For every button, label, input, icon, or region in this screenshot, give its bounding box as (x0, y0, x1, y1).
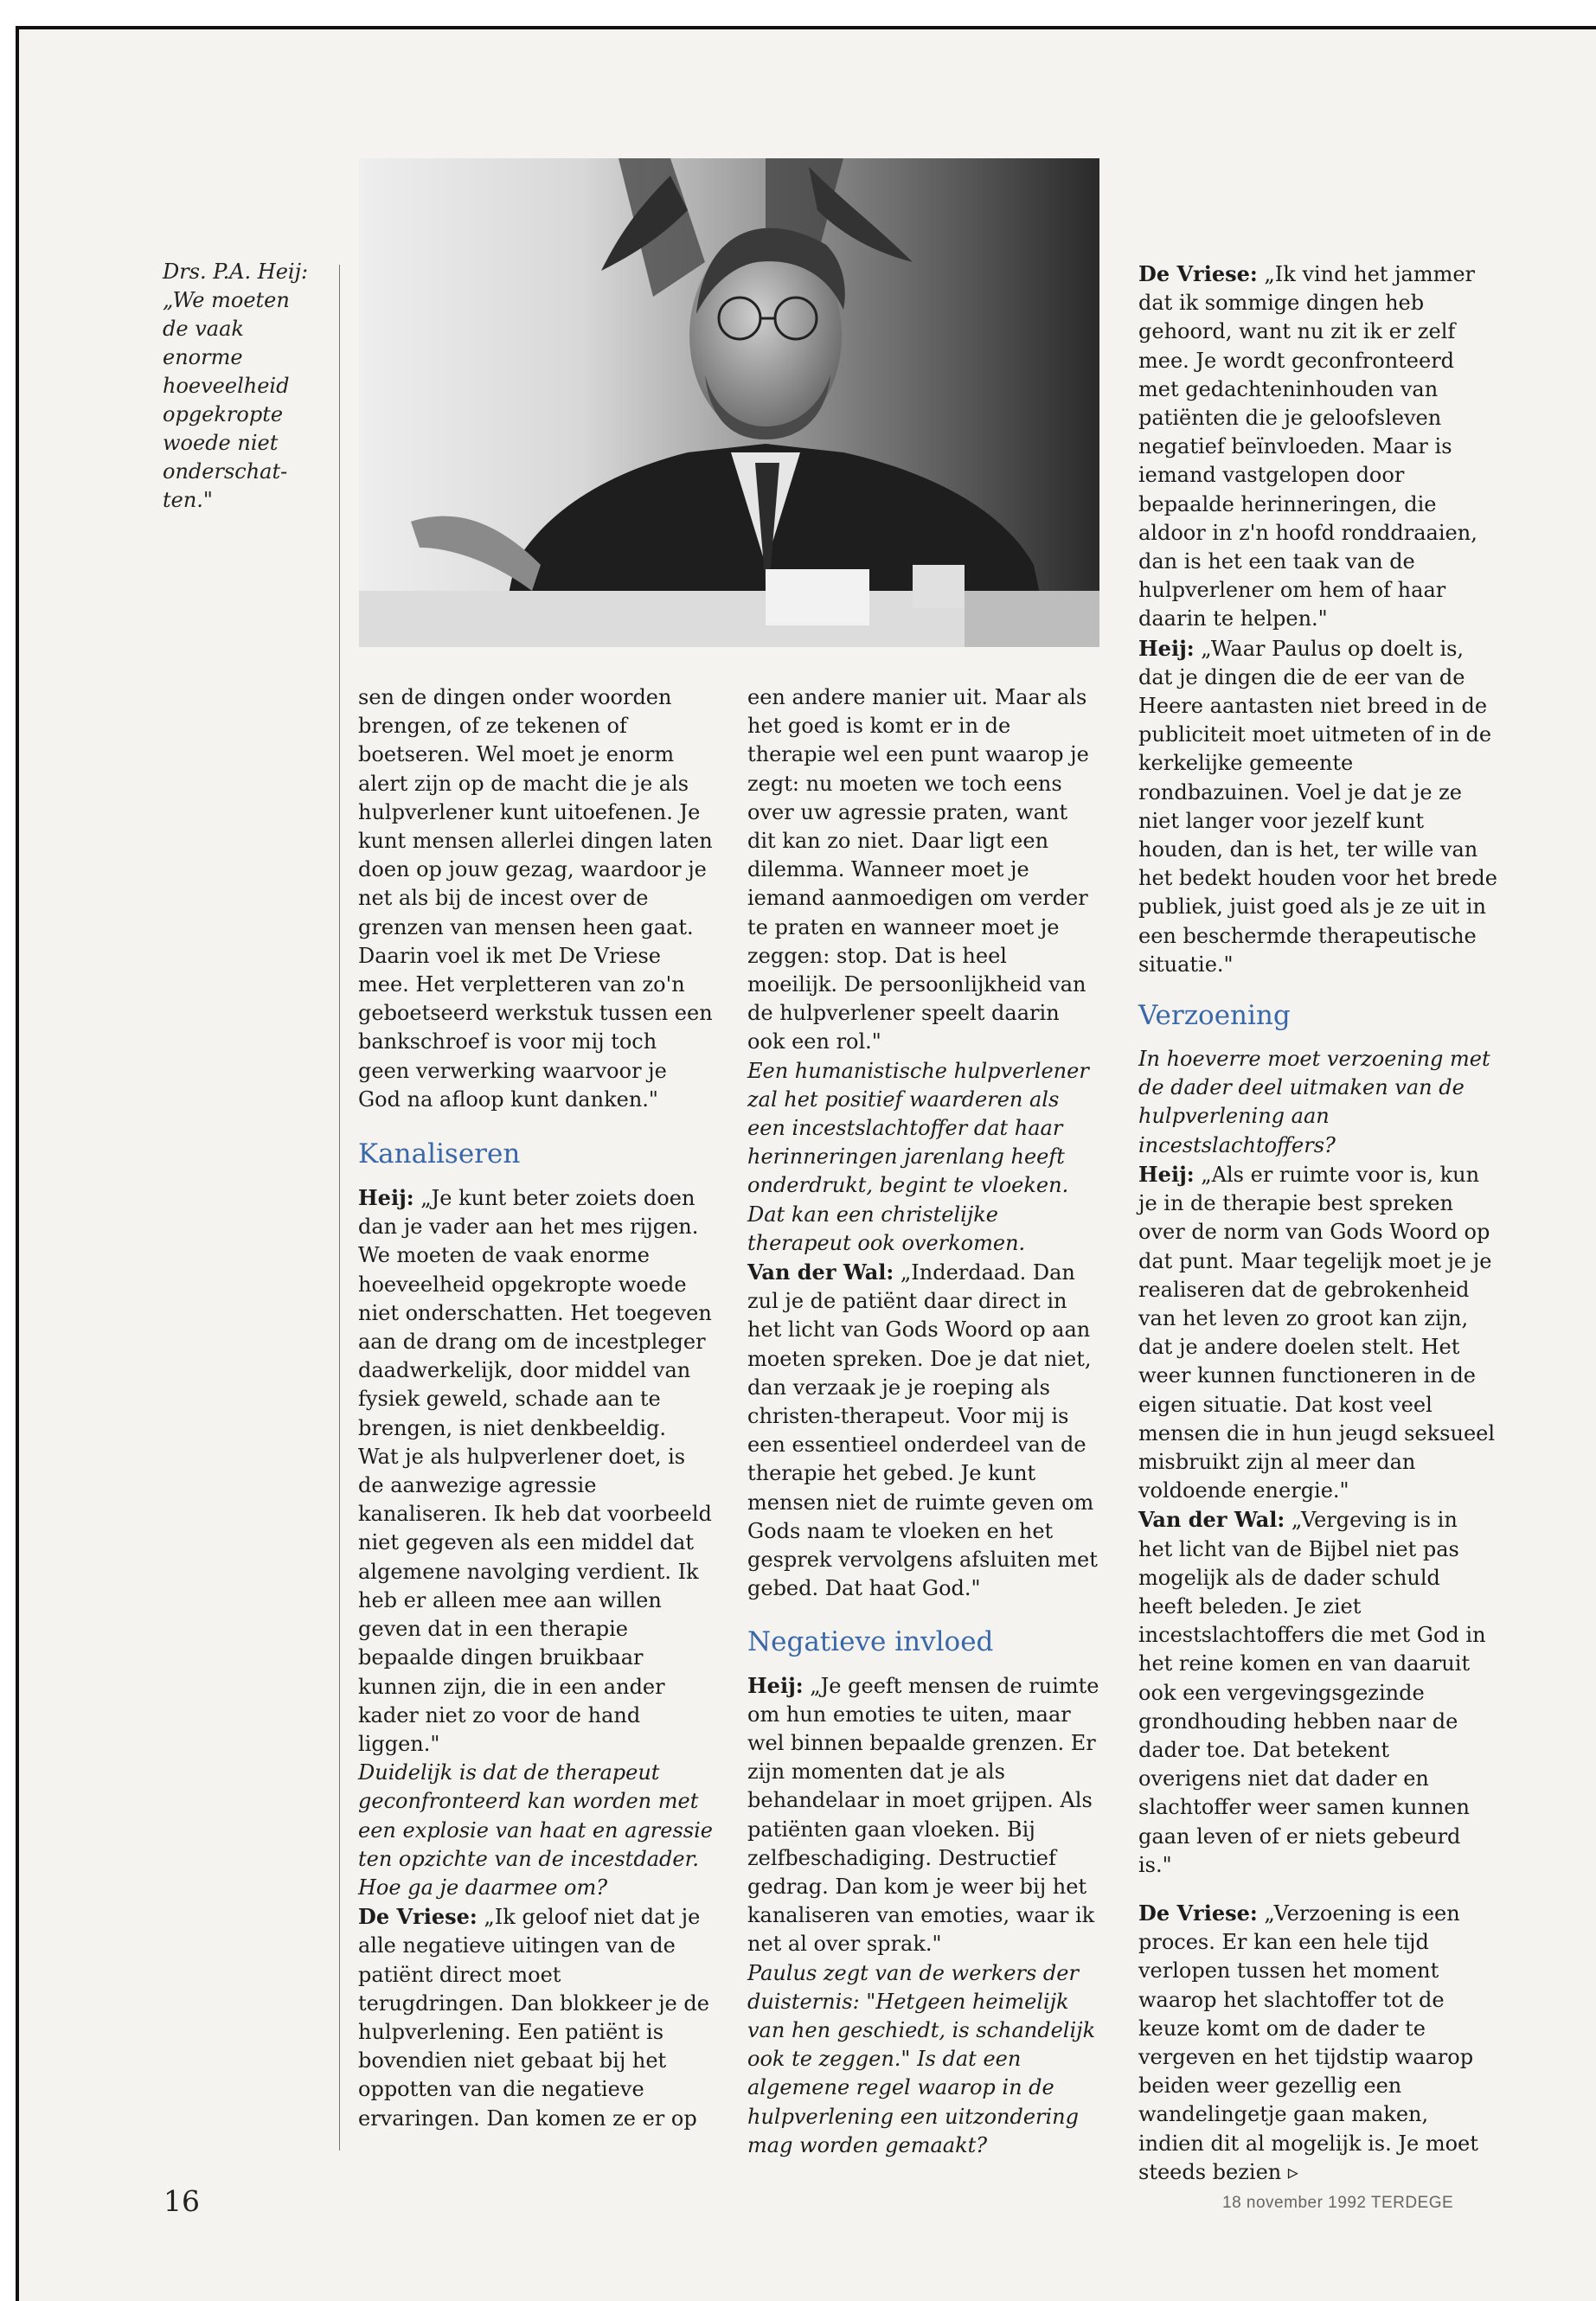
paragraph-text: „Inderdaad. Dan zul je de patiënt daar direct in het licht van Gods Woord op aan moeten spreken. Doe je dat niet, dan verzaak je je roeping als christen-therapeut. Voor mij is een essentieel onderdeel van de therapie het gebed. Je kunt mensen niet de ruimte geven om Gods naam te vloeken en het gesprek vervolgens afsluiten met gebed. Dat haat God." (747, 1260, 1098, 1601)
portrait-photo-drawing (359, 158, 1099, 647)
speaker-name: De Vriese: (358, 1904, 478, 1930)
paragraph: sen de dingen onder woorden brengen, of ze tekenen of boetseren. Wel moet je enorm alert zijn op de macht die je als hulpverlener kunt uitoefenen. Je kunt mensen allerlei dingen laten doen op jouw gezag, waardoor je net als bij de incest over de grenzen van mensen heen gaat. Daarin voel ik met De Vriese mee. Het verpletteren van zo'n geboetseerd werkstuk tussen een bankschroef is voor mij toch geen verwerking waarvoor je God na afloop kunt danken." (358, 685, 713, 1112)
interviewer-question: Duidelijk is dat de therapeut geconfronteerd kan worden met een explosie van haat en agressie ten opzichte van de incestdader. Hoe ga je daarmee om? (358, 1760, 713, 1900)
interviewer-question: Een humanistische hulpverlener zal het positief waarderen als een incestslachtoffer dat haar herinneringen jarenlang heeft onderdrukt, begint te vloeken. Dat kan een christelijke therapeut ook overkomen. (747, 1058, 1089, 1255)
speaker-name: Van der Wal: (747, 1259, 894, 1285)
section-heading-kanaliseren: Kanaliseren (358, 1138, 521, 1170)
interviewer-question: In hoeverre moet verzoening met de dader deel uitmaken van de hulpverlening aan incestslachtoffers? (1138, 1047, 1490, 1157)
speaker-name: Heij: (1138, 1161, 1195, 1187)
photo-caption: Drs. P.A. Heij: „We moeten de vaak enorme hoeveelheid opgekropte woede niet onderschat-ten." (163, 260, 309, 512)
paragraph-text: „Ik vind het jammer dat ik sommige dingen heb gehoord, want nu zit ik er zelf mee. Je wordt geconfronteerd met gedachteninhouden van patiënten die je geloofsleven negatief beïnvloeden. Maar is iemand vastgelopen door bepaalde herinneringen, die aldoor in z'n hoofd ronddraaien, dan is het een taak van de hulpverlener om hem of haar daarin te helpen." (1138, 262, 1477, 631)
page-number: 16 (163, 2184, 200, 2218)
interviewer-question: Paulus zegt van de werkers der duisternis: "Hetgeen heimelijk van hen geschiedt, is schandelijk ook te zeggen." Is dat een algemene regel waarop in de hulpverlening een uitzondering mag worden gemaakt? (747, 1960, 1096, 2157)
paragraph-text: „Je geeft mensen de ruimte om hun emoties te uiten, maar wel binnen bepaalde grenzen. Er zijn momenten dat je als behandelaar in moet grijpen. Als patiënten gaan vloeken. Bij zelfbeschadiging. Destructief gedrag. Dan kom je weer bij het kanaliseren van emoties, waar ik net al over sprak." (747, 1673, 1099, 1957)
paragraph-text: „Waar Paulus op doelt is, dat je dingen die de eer van de Heere aantasten niet breed in de publiciteit moet uitmeten of in de kerkelijke gemeente rondbazuinen. Voel je dat je ze niet langer voor jezelf kunt houden, dan is het, ter wille van het bedekt houden voor het brede publiek, juist goed als je ze uit in een beschermde therapeutische situatie." (1138, 636, 1497, 977)
paragraph (1138, 634, 1497, 979)
paragraph (358, 1902, 713, 2133)
speaker-name: Van der Wal: (1138, 1507, 1285, 1533)
paragraph (747, 1671, 1102, 1959)
paragraph (1138, 1160, 1497, 1505)
issue-line: 18 november 1992 TERDEGE (1222, 2194, 1454, 2212)
paragraph-text: „Je kunt beter zoiets doen dan je vader aan het mes rijgen. We moeten de vaak enorme hoeveelheid opgekropte woede niet onderschatten. Het toegeven aan de drang om de incestpleger daadwerkelijk, door middel van fysiek geweld, schade aan te brengen, is niet denkbeeldig. Wat je als hulpverlener doet, is de aanwezige agressie kanaliseren. Ik heb dat voorbeeld niet gegeven als een middel dat algemene navolging verdient. Ik heb er alleen mee aan willen geven dat in een therapie bepaalde dingen bruikbaar kunnen zijn, die in een ander kader niet zo voor de hand liggen." (358, 1186, 712, 1756)
paragraph-text: „Als er ruimte voor is, kun je in de therapie best spreken over de norm van Gods Woord op dat punt. Maar tegelijk moet je je realiseren dat de gebrokenheid van het leven zo groot kan zijn, dat je andere doelen stelt. Het weer kunnen functioneren in de eigen situatie. Dat kost veel mensen die in hun jeugd seksueel misbruikt zijn al meer dan voldoende energie." (1138, 1162, 1496, 1503)
speaker-name: De Vriese: (1138, 261, 1258, 286)
paragraph: een andere manier uit. Maar als het goed is komt er in de therapie wel een punt waarop je zegt: nu moeten we toch eens over uw agressie praten, want dit kan zo niet. Daar ligt een dilemma. Wanneer moet je iemand aanmoedigen om verder te praten en wanneer moet je zeggen: stop. Dat is heel moeilijk. De persoonlijkheid van de hulpverlener speelt daarin ook een rol." (747, 685, 1089, 1054)
paragraph-text: „Verzoening is een proces. Er kan een hele tijd verlopen tussen het moment waarop het slachtoffer tot de keuze komt om de dader te vergeven en het tijdstip waarop beiden weer gezellig een wandelingetje gaan maken, indien dit al mogelijk is. Je moet steeds bezien ▹ (1138, 1900, 1478, 2184)
paragraph-text: „Ik geloof niet dat je alle negatieve uitingen van de patiënt direct moet terugdringen. Dan blokkeer je de hulpverlening. Een patiënt is bovendien niet gebaat bij het oppotten van die negatieve ervaringen. Dan komen ze er op (358, 1905, 709, 2131)
paragraph (747, 1258, 1102, 1603)
paragraph (358, 1183, 713, 1759)
speaker-name: De Vriese: (1138, 1900, 1258, 1926)
paragraph-text: „Vergeving is in het licht van de Bijbel niet pas mogelijk als de dader schuld heeft beleden. Je ziet incestslachtoffers die met God in het reine komen en van daaruit ook een vergevingsgezinde grondhouding hebben naar de dader toe. Dat betekent overigens niet dat dader en slachtoffer weer samen kunnen gaan leven of er niets gebeurd is." (1138, 1508, 1486, 1877)
paragraph (1138, 1899, 1497, 2187)
portrait-photo (359, 158, 1099, 647)
article-column-1 (358, 683, 713, 2133)
caption-rule (339, 265, 340, 2150)
section-heading-negatieve-invloed: Negatieve invloed (747, 1625, 994, 1657)
section-heading-verzoening: Verzoening (1138, 1000, 1291, 1032)
paragraph (1138, 1505, 1497, 1880)
speaker-name: Heij: (747, 1672, 804, 1698)
article-column-3 (1138, 260, 1497, 2187)
speaker-name: Heij: (358, 1185, 414, 1211)
speaker-name: Heij: (1138, 635, 1195, 661)
article-column-2 (747, 683, 1102, 2160)
paragraph (1138, 260, 1497, 634)
